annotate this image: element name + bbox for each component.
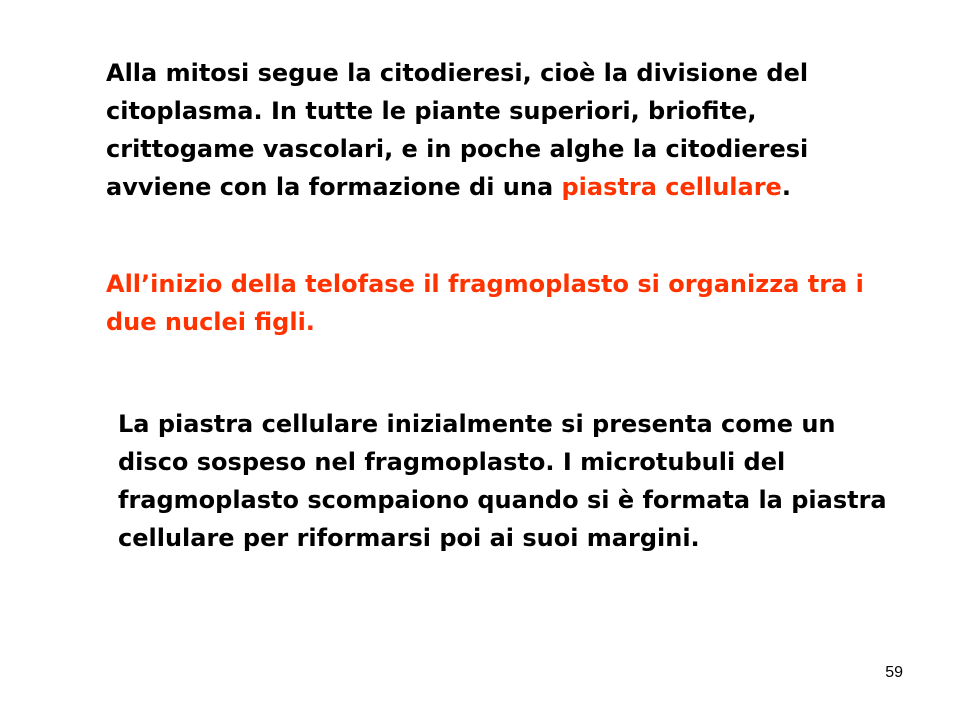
paragraph-citodieresi-text: Alla mitosi segue la citodieresi, cioè la divisione del citoplasma. In tutte le piante superiori, briofite, crittogame vascolari, e in poche alghe la citodieresi avviene con la formazione di una (106, 59, 809, 201)
paragraph-piastra-cellulare: La piastra cellulare inizialmente si presenta come un disco sospeso nel fragmoplasto. I microtubuli del fragmoplasto scompaiono quando si è formata la piastra cellulare per riformarsi poi ai suoi margini. (118, 410, 887, 552)
highlight-piastra-cellulare: piastra cellulare (561, 173, 782, 201)
paragraph-citodieresi-end: . (781, 173, 791, 201)
paragraph-citodieresi (106, 54, 906, 206)
page-number: 59 (885, 664, 903, 681)
paragraph-telofase: All’inizio della telofase il fragmoplasto si organizza tra i due nuclei figli. (106, 270, 864, 336)
